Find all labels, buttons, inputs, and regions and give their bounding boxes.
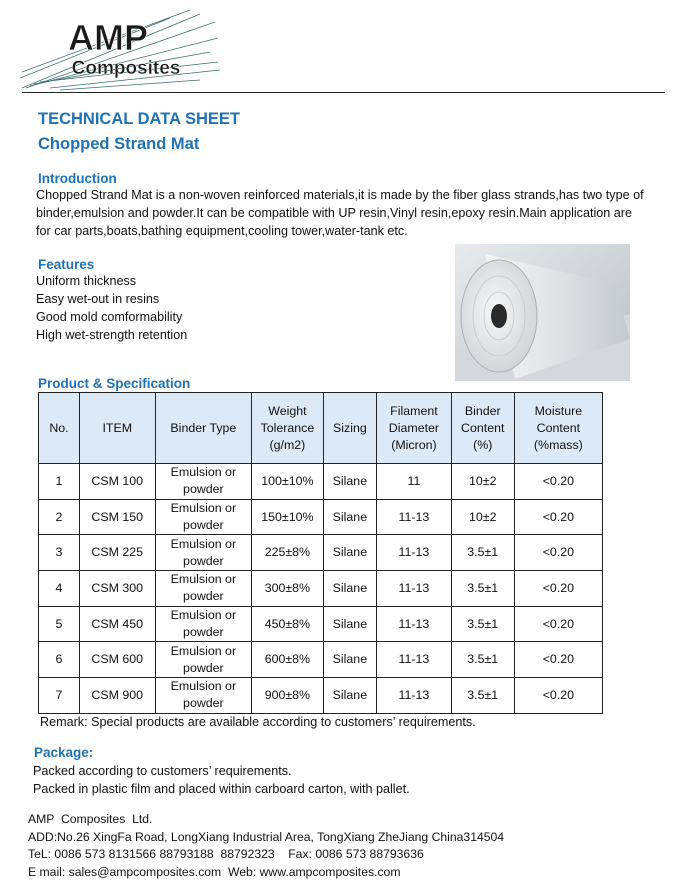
cell-filament-diameter: 11-13 (377, 606, 452, 642)
spec-heading: Product & Specification (38, 376, 191, 391)
col-header-binder-content: Binder Content (%) (451, 393, 514, 464)
cell-moisture-content: <0.20 (514, 571, 602, 607)
cell-filament-diameter: 11-13 (377, 535, 452, 571)
spec-header-row (39, 393, 603, 464)
feature-item: Uniform thickness (36, 274, 137, 288)
package-line: Packed in plastic film and placed within carboard carton, with pallet. (33, 782, 410, 796)
col-header-binder-type: Binder Type (155, 393, 252, 464)
product-photo-mat-roll (455, 244, 630, 381)
cell-weight-tolerance: 100±10% (252, 464, 323, 500)
cell-no: 2 (39, 499, 80, 535)
cell-moisture-content: <0.20 (514, 464, 602, 500)
logo-composites-text: Composites (71, 58, 181, 79)
table-row (39, 464, 603, 500)
company-name: AMP Composites Ltd. (28, 812, 153, 826)
cell-no: 5 (39, 606, 80, 642)
table-row (39, 678, 603, 714)
cell-no: 6 (39, 642, 80, 678)
cell-no: 7 (39, 678, 80, 714)
col-header-item: ITEM (79, 393, 155, 464)
features-list (36, 272, 187, 344)
page-title: TECHNICAL DATA SHEET (38, 110, 240, 128)
table-row (39, 535, 603, 571)
cell-filament-diameter: 11-13 (377, 499, 452, 535)
feature-item: Easy wet-out in resins (36, 292, 160, 306)
company-phone-fax: TeL: 0086 573 8131566 88793188 88792323 Fax: 0086 573 88793636 (28, 847, 424, 861)
cell-moisture-content: <0.20 (514, 499, 602, 535)
cell-item: CSM 225 (79, 535, 155, 571)
col-header-moisture-content: Moisture Content (%mass) (514, 393, 602, 464)
company-address: ADD:No.26 XingFa Road, LongXiang Industrial Area, TongXiang ZheJiang China314504 (28, 829, 505, 844)
company-info (28, 811, 504, 881)
cell-filament-diameter: 11-13 (377, 571, 452, 607)
table-row (39, 499, 603, 535)
amp-composites-logo (20, 8, 220, 92)
introduction-heading: Introduction (38, 171, 117, 186)
cell-binder-type: Emulsion or powder (155, 464, 252, 500)
cell-binder-content: 10±2 (451, 464, 514, 500)
cell-sizing: Silane (323, 464, 377, 500)
cell-binder-content: 3.5±1 (451, 678, 514, 714)
cell-moisture-content: <0.20 (514, 606, 602, 642)
spec-table (38, 392, 603, 714)
table-row (39, 642, 603, 678)
cell-binder-type: Emulsion or powder (155, 499, 252, 535)
cell-binder-content: 3.5±1 (451, 571, 514, 607)
cell-weight-tolerance: 600±8% (252, 642, 323, 678)
cell-moisture-content: <0.20 (514, 535, 602, 571)
cell-item: CSM 900 (79, 678, 155, 714)
cell-filament-diameter: 11-13 (377, 678, 452, 714)
introduction-text: Chopped Strand Mat is a non-woven reinforced materials,it is made by the fiber glass strands,has two type of binder,emulsion and powder.It can be compatible with UP resin,Vinyl resin,epoxy resin.Main application are for car parts,boats,bathing equipment,cooling tower,water-tank etc. (36, 188, 644, 238)
cell-item: CSM 300 (79, 571, 155, 607)
spec-remark: Remark: Special products are available according to customers’ requirements. (40, 715, 476, 729)
cell-sizing: Silane (323, 571, 377, 607)
page-subtitle: Chopped Strand Mat (38, 135, 200, 153)
company-email-web: E mail: sales@ampcomposites.com Web: www.ampcomposites.com (28, 864, 401, 879)
cell-binder-type: Emulsion or powder (155, 535, 252, 571)
cell-sizing: Silane (323, 678, 377, 714)
cell-sizing: Silane (323, 606, 377, 642)
col-header-weight-tolerance: Weight Tolerance (g/m2) (252, 393, 323, 464)
cell-weight-tolerance: 225±8% (252, 535, 323, 571)
package-heading: Package: (34, 745, 94, 760)
cell-binder-type: Emulsion or powder (155, 642, 252, 678)
col-header-filament-diameter: Filament Diameter (Micron) (377, 393, 452, 464)
cell-weight-tolerance: 300±8% (252, 571, 323, 607)
cell-sizing: Silane (323, 535, 377, 571)
cell-binder-content: 3.5±1 (451, 642, 514, 678)
feature-item: Good mold comformability (36, 310, 183, 324)
cell-filament-diameter: 11 (377, 464, 452, 500)
cell-no: 1 (39, 464, 80, 500)
cell-filament-diameter: 11-13 (377, 642, 452, 678)
package-lines (33, 762, 410, 798)
header-divider (22, 92, 665, 93)
package-line: Packed according to customers’ requirements. (33, 764, 292, 778)
cell-binder-type: Emulsion or powder (155, 678, 252, 714)
cell-binder-content: 3.5±1 (451, 606, 514, 642)
cell-moisture-content: <0.20 (514, 678, 602, 714)
cell-item: CSM 100 (79, 464, 155, 500)
col-header-sizing: Sizing (323, 393, 377, 464)
cell-item: CSM 600 (79, 642, 155, 678)
cell-binder-type: Emulsion or powder (155, 606, 252, 642)
features-heading: Features (38, 257, 95, 272)
cell-sizing: Silane (323, 499, 377, 535)
cell-weight-tolerance: 150±10% (252, 499, 323, 535)
cell-item: CSM 450 (79, 606, 155, 642)
col-header-no: No. (39, 393, 80, 464)
cell-weight-tolerance: 450±8% (252, 606, 323, 642)
table-row (39, 571, 603, 607)
cell-weight-tolerance: 900±8% (252, 678, 323, 714)
cell-binder-content: 10±2 (451, 499, 514, 535)
table-row (39, 606, 603, 642)
cell-binder-content: 3.5±1 (451, 535, 514, 571)
cell-no: 4 (39, 571, 80, 607)
cell-moisture-content: <0.20 (514, 642, 602, 678)
cell-item: CSM 150 (79, 499, 155, 535)
cell-sizing: Silane (323, 642, 377, 678)
cell-binder-type: Emulsion or powder (155, 571, 252, 607)
logo-amp-text: AMP (68, 17, 148, 58)
cell-no: 3 (39, 535, 80, 571)
feature-item: High wet-strength retention (36, 328, 188, 342)
